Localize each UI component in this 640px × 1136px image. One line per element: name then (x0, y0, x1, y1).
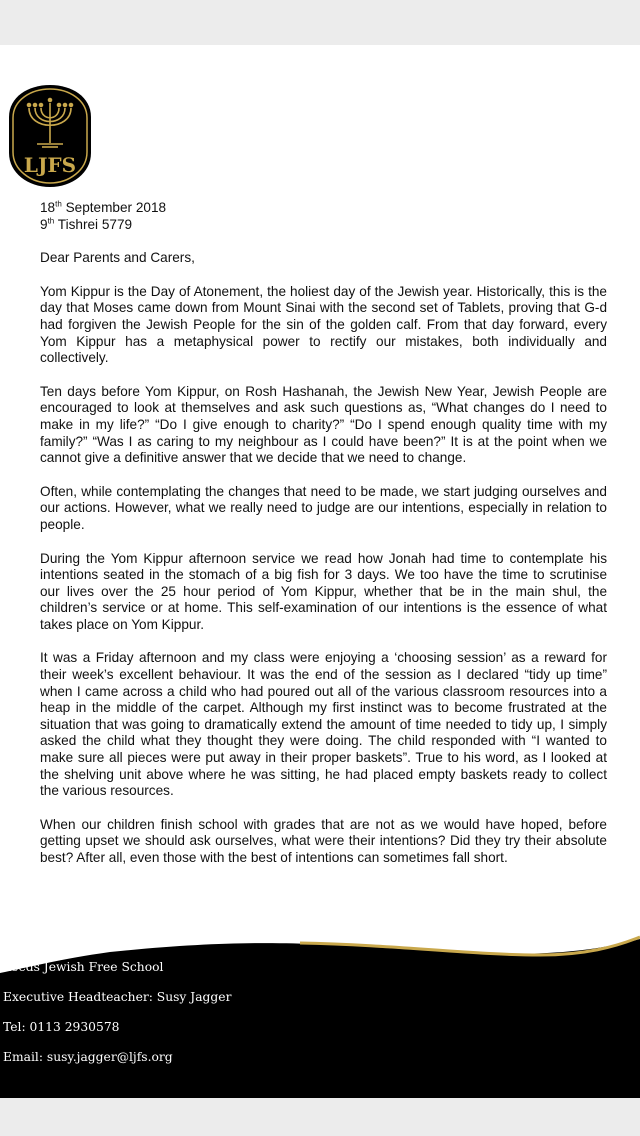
date-gregorian: 18th September 2018 (40, 199, 167, 215)
letter-page (0, 45, 640, 1098)
paragraph-intentions: Often, while contemplating the changes that need to be made, we start judging ourselves and our actions. However, what we really need to judge are our intentions, especially in relation to people. (40, 483, 607, 532)
headteacher: Executive Headteacher: Susy Jagger (3, 990, 232, 1004)
footer-contact (3, 952, 503, 1072)
paragraph-atonement: Yom Kippur is the Day of Atonement, the holiest day of the Jewish year. Historically, this is the day that Moses came down from Mount Sinai with the second set of Tablets, proving that G-d had forgiven the Jewish People for the sin of the golden calf. From that day forward, every Yom Kippur has a metaphysical power to rectify our mistakes, both individually and collectively. (40, 283, 607, 366)
paragraph-grades: When our children finish school with grades that are not as we would have hoped, before getting upset we should ask ourselves, what were their intentions? Did they try their absolute best? After all, even those with the best of intentions can sometimes fall short. (40, 816, 607, 865)
letter-body (40, 200, 607, 867)
paragraph-classroom-story: It was a Friday afternoon and my class were enjoying a ‘choosing session’ as a reward for their week’s excellent behaviour. It was the end of the session as I declared “tidy up time” when I came across a child who had poured out all of the various classroom resources into a heap in the middle of the carpet. Although my first instinct was to become frustrated at the situation that was going to dramatically extend the amount of time needed to tidy up, I simply asked the child what they thought they were doing. The child responded with “I wanted to make sure all pieces were put away in their proper baskets”. True to his word, as I looked at the shelving unit above where he was sitting, he had placed empty baskets ready to collect the various resources. (40, 650, 607, 799)
telephone[interactable]: Tel: 0113 2930578 (3, 1020, 120, 1034)
date-hebrew: 9th Tishrei 5779 (40, 216, 133, 232)
logo-text: LJFS (23, 153, 77, 177)
school-logo (7, 83, 93, 189)
paragraph-rosh-hashanah: Ten days before Yom Kippur, on Rosh Hashanah, the Jewish New Year, Jewish People are encouraged to look at themselves and ask such questions as, “What changes do I need to make in my life?” “Do I give enough to charity?” “Do I spend enough quality time with my family?” “Was I as caring to my neighbour as I could have been?” It is at the point when we cannot give a definitive answer that we decide that we need to change. (40, 383, 607, 466)
top-margin (0, 0, 640, 45)
paragraph-jonah: During the Yom Kippur afternoon service we read how Jonah had time to contemplate his intentions seated in the stomach of a big fish for 3 days. We too have the time to scrutinise our lives over the 25 hour period of Yom Kippur, whether that be in the main shul, the children’s service or at home. This self-examination of our intentions is the essence of what takes place on Yom Kippur. (40, 550, 607, 632)
salutation: Dear Parents and Carers, (40, 250, 195, 266)
bottom-margin (0, 1098, 640, 1136)
school-name: Leeds Jewish Free School (3, 960, 164, 974)
email[interactable]: Email: susy.jagger@ljfs.org (3, 1050, 173, 1064)
